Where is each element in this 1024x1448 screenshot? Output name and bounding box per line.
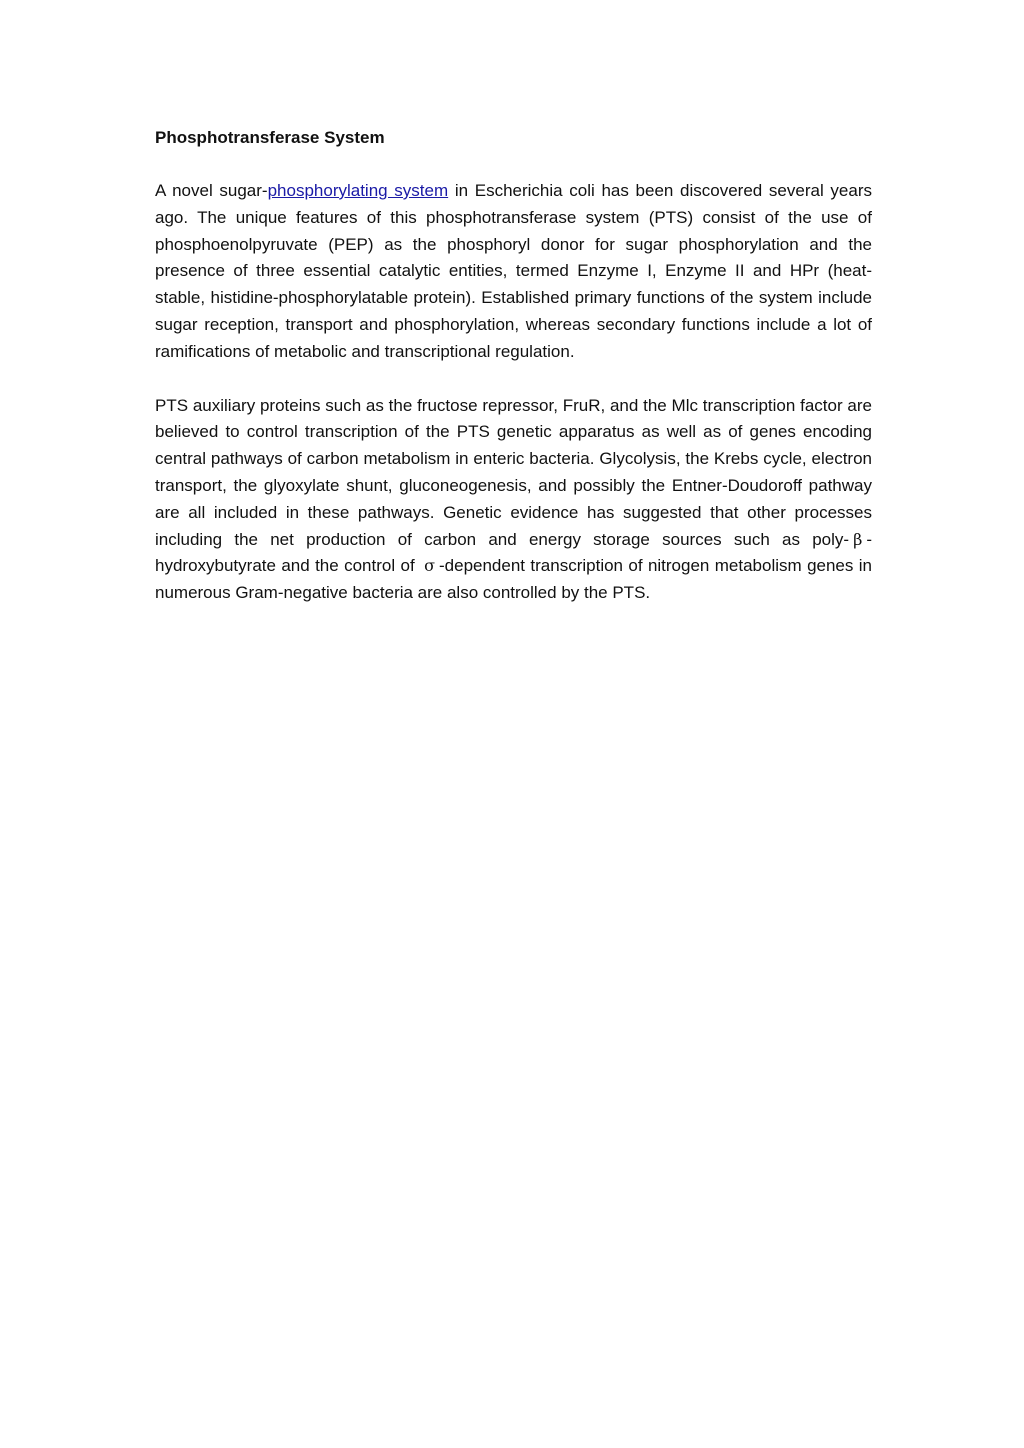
paragraph-2-text-part1: PTS auxiliary proteins such as the fructose repressor, FruR, and the Mlc transcription factor are believed to control transcription of the PTS genetic apparatus as well as of genes encoding central pathways of carbon metabolism in enteric bacteria. Glycolysis, the Krebs cycle, electron transport, the glyoxylate shunt, gluconeogenesis, and possibly the Entner-Doudoroff pathway are all included in these pathways. Genetic evidence has suggested that other processes including the net production of carbon and energy storage sources such as poly- (155, 395, 872, 549)
sigma-symbol: σ (424, 556, 435, 576)
paragraph-2 (155, 393, 872, 607)
paragraph-1-text-end: in Escherichia coli has been discovered several years ago. The unique features of this phosphotransferase system (PTS) consist of the use of phosphoenolpyruvate (PEP) as the phosphoryl donor for sugar phosphorylation and the presence of three essential catalytic entities, termed Enzyme I, Enzyme II and HPr (heat-stable, histidine-phosphorylatable protein). Established primary functions of the system include sugar reception, transport and phosphorylation, whereas secondary functions include a lot of ramifications of metabolic and transcriptional regulation. (155, 181, 872, 361)
document-title: Phosphotransferase System (155, 128, 385, 147)
phosphorylating-system-link[interactable]: phosphorylating system (267, 181, 449, 200)
beta-symbol: β (853, 529, 863, 549)
paragraph-2-text-part3: -dependent transcription of nitrogen metabolism genes in numerous Gram-negative bacteria are also controlled by the PTS. (155, 556, 872, 603)
paragraph-1-text-start: A novel sugar- (155, 181, 268, 200)
paragraph-1 (155, 178, 872, 366)
paragraph-2-text-part2: -hydroxybutyrate and the control of (155, 529, 872, 576)
document-page (155, 124, 872, 634)
